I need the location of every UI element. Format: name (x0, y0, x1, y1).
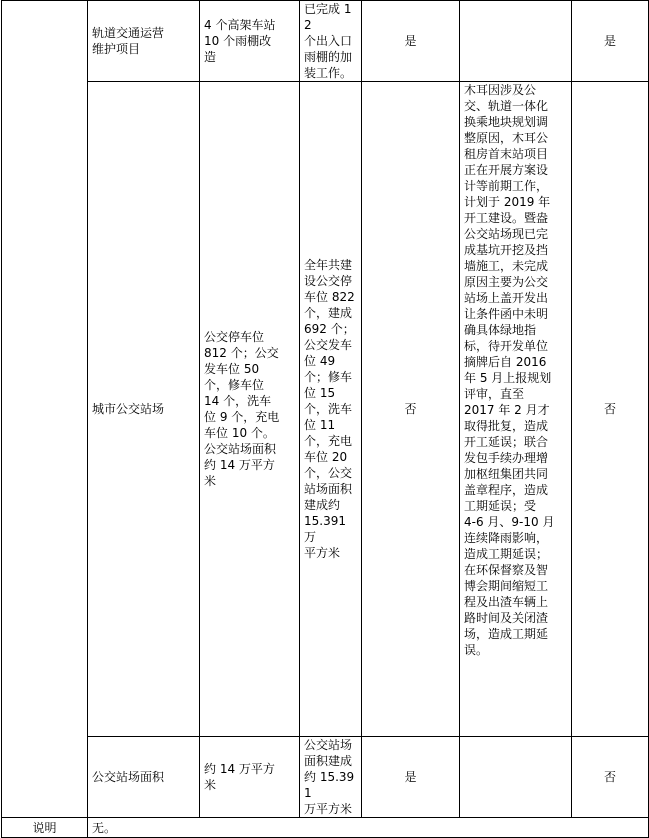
note-row (2, 818, 649, 838)
reason-text (460, 737, 572, 818)
completed-flag: 是 (362, 1, 460, 82)
plan-target: 约 14 万平方 米 (200, 737, 300, 818)
status-flag: 否 (572, 82, 649, 737)
reason-text: 木耳因涉及公 交、轨道一体化 换乘地块规划调 整原因，木耳公 租房首末站项目 正在开展方案设 计等前期工作， 计划于 2019 年 开工建设。暨盎 公交站场现已完 成基坑开挖及挡 墙施工，未完成 原因主要为公交 站场上盖开发出 让条件函中未明 确具体绿地指 标，待开发单位 摘牌后自 2016 年 5 月上报规划 评审，直至 2017 年 2 月才 取得批复，造成 开工延误；联合 发包手续办理增 加枢纽集团共同 盖章程序，造成 工期延误；受 4-6 月、9-10 月 连续降雨影响， 造成工期延误； 在环保督察及智 博会期间缩短工 程及出渣车辆上 路时间及关闭渣 场，造成工期延 误。 (460, 82, 572, 737)
note-label: 说明 (2, 818, 88, 838)
completed-flag: 否 (362, 82, 460, 737)
table-row (2, 82, 649, 737)
item-name: 城市公交站场 (88, 82, 200, 737)
merged-left-cell (2, 1, 88, 818)
status-flag: 是 (572, 1, 649, 82)
plan-target: 4 个高架车站 10 个雨棚改 造 (200, 1, 300, 82)
table-row (2, 737, 649, 818)
item-name: 公交站场面积 (88, 737, 200, 818)
actual-completion: 公交站场 面积建成 约 15.391 万平方米 (300, 737, 362, 818)
reason-text (460, 1, 572, 82)
completed-flag: 是 (362, 737, 460, 818)
actual-completion: 已完成 12 个出入口 雨棚的加 装工作。 (300, 1, 362, 82)
note-text: 无。 (88, 818, 649, 838)
status-flag: 否 (572, 737, 649, 818)
item-name: 轨道交通运营 维护项目 (88, 1, 200, 82)
table-row (2, 1, 649, 82)
plan-target: 公交停车位 812 个；公交 发车位 50 个，修车位 14 个，洗车 位 9 个，充电 车位 10 个。 公交站场面积 约 14 万平方 米 (200, 82, 300, 737)
report-table (1, 0, 649, 838)
actual-completion: 全年共建 设公交停 车位 822 个，建成 692 个； 公交发车 位 49 个；修车 位 15 个，洗车 位 11 个，充电 车位 20 个，公交 站场面积 建成约 15.391 万 平方米 (300, 82, 362, 737)
